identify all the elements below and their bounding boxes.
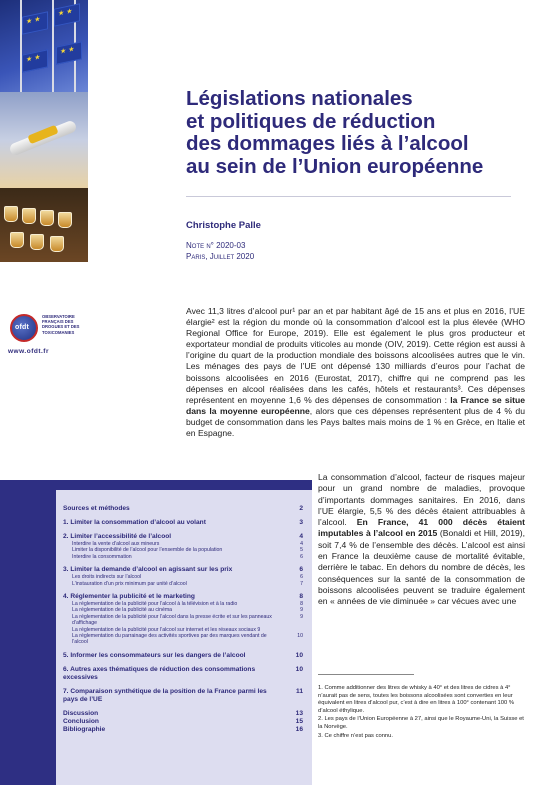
toc-entry-page: 2 [299,505,303,512]
toc-entry-label: 5. Informer les consommateurs sur les dangers de l’alcool [63,651,246,659]
eu-flag-icon [54,3,80,27]
toc-entry-page: 6 [300,574,303,581]
body-text: La consommation d’alcool, facteur de risques majeur pour un grand nombre de maladies, provoque d’importants dommages sanitaires. En 2016, dans l’UE élargie, 5,5 % des décès étaient attribuables à l’alcool. [318,472,525,528]
toc-entry-label: L’instauration d’un prix minimum par unité d’alcool [72,580,187,587]
ofdt-badge-icon [10,314,38,342]
title-line: des dommages liés à l’alcool [186,132,469,155]
toc-entry-label: 7. Comparaison synthétique de la position de la France parmi les pays de l’UE [63,687,267,703]
toc-entry-label: Discussion [63,709,99,717]
title-line: au sein de l’Union européenne [186,154,484,178]
eu-flags-photo [0,0,88,92]
toc-entry-page: 8 [300,601,303,608]
logo-badge-text: ofdt [15,324,30,331]
toc-entry[interactable] [63,666,303,682]
document-title [186,88,536,178]
glass-icon [4,206,18,222]
eu-flag-icon [22,11,48,35]
toc-entry-page: 6 [300,553,303,560]
intro-paragraph [186,306,525,439]
toc-entry-label: Conclusion [63,717,99,725]
toc-entry-label: Interdire la vente d’alcool aux mineurs [72,541,160,547]
glass-icon [58,212,72,228]
glass-icon [22,208,36,224]
eu-flag-icon [56,41,82,65]
toc-entry[interactable] [63,505,303,513]
toc-entry-page: 10 [295,665,303,673]
glass-icon [40,210,54,226]
shot-glasses-photo [0,188,88,262]
logo-text: OBSERVATOIRE FRANÇAIS DES DROGUES ET DES TOXICOMANIES [42,314,80,335]
cover-photo-strip [0,0,88,262]
toc-entry[interactable] [63,710,303,718]
footnote: 3. Ce chiffre n’est pas connu. [318,732,393,739]
toc-entry[interactable] [63,519,303,527]
toc-entry-page: 5 [300,547,303,554]
toc-entry-label: La réglementation de la publicité pour l’alcool dans la presse écrite et sur les panneaux d’affichage [72,613,272,627]
toc-entry-page: 6 [299,566,303,574]
toc-entry-label: Les droits indirects sur l’alcool [72,574,142,581]
toc-entry-label: Interdire la consommation [72,553,132,560]
toc-entry-page: 7 [300,580,303,587]
toc-entry-label: 6. Autres axes thématiques de réduction des consommations excessives [63,665,256,681]
toc-entry-page: 9 [300,613,303,620]
website-url[interactable]: www.ofdt.fr [8,348,50,355]
toc-entry[interactable] [63,566,303,574]
footnote: 2. Les pays de l’Union Européenne à 27, ainsi que le Royaume-Uni, la Suisse et la Norvège. [318,716,524,730]
eu-flag-icon [22,49,48,73]
toc-entry-page: 10 [297,633,303,640]
title-line: et politiques de réduction [186,109,436,133]
toc-entry-page: 4 [299,533,303,540]
note-number: Note n° 2020-03 [186,241,246,250]
author: Christophe Palle [186,220,261,231]
intro-text: Avec 11,3 litres d’alcool pur¹ par an et par habitant âgé de 15 ans et plus en 2016, l’UE élargie² est la région du monde où la consommation d’alcool est la plus élevée (WHO Regional Office for Europe, 2019). Elle est également le plus gros producteur et exportateur mondial de produits viticoles au monde (OIV, 2019). Cette région est aussi à l’origine du quart de la production mondiale des boissons alcoolisées autres que le vin. Les ménages des pays de l’UE ont dépensé 130 milliards d’euros pour l’achat de boissons alcoolisées en 2016 (Eurostat, 2017), chiffre qui ne comprend pas les dépenses en alcool réalisées dans les cafés, hôtels et restaurants³. Ces dépenses représentent en moyenne 1,6 % des dépenses de consommation : [186,306,525,405]
toc-entry-label: La réglementation de la publicité au cinéma [72,607,173,614]
toc-entry-page: 16 [295,725,303,733]
body-paragraph [318,472,525,608]
toc-entry-label: La réglementation de la publicité pour l’alcool à la télévision et à la radio [72,601,238,608]
toc-entry-page: 8 [299,593,303,601]
note-reference [186,241,254,262]
toc-entry-label: Bibliographie [63,725,106,733]
glass-icon [30,234,44,250]
intro-highlight: la France se situe dans la moyenne européenne [186,394,525,416]
toc-subentry[interactable] [63,633,303,646]
table-of-contents [63,499,303,734]
footnote: 1. Comme additionner des litres de whisky à 40° et des litres de cidres à 4° n’aurait pas de sens, toutes les boissons alcoolisées sont converties en leur équivalent en litres d’alcool pur, c’est à dire en litres à 100° contenant 100 % d’alcool éthylique. [318,685,514,714]
toc-entry-page: 13 [295,709,303,717]
toc-entry-page: 3 [299,519,303,526]
toc-entry[interactable] [63,718,303,726]
toc-entry[interactable] [63,652,303,660]
body-text-end: (Bonaldi et Hill, 2019), soit 7,4 % de l’ensemble des décès. L’alcool est ainsi en France la deuxième cause de mortalité évitable, derrière le tabac. En dehors du nombre de décès, les conséquences sur la santé de la consommation de boissons alcoolisées peuvent se traduire également en « années de vie diminuée » car vécues avec une [318,528,526,607]
toc-entry-label: Limiter la disponibilité de l’alcool pour l’ensemble de la population [72,547,223,554]
intro-text-end: , alors que ces dépenses représentent plus de 4 % du budget de consommation dans les Pays baltes mais moins de 1 % en Grèce, en Italie et en Espagne. [186,405,525,439]
toc-entry-label: 4. Réglementer la publicité et le marketing [63,593,195,601]
toc-entry-page: 15 [295,717,303,725]
toc-entry[interactable] [63,593,303,601]
glass-icon [50,236,64,252]
toc-subentry[interactable] [63,614,303,627]
toc-entry[interactable] [63,688,303,704]
body-highlight: En France, 41 000 décès étaient imputables à l’alcool en 2015 [318,517,525,539]
toc-entry[interactable] [63,533,303,541]
title-line: Législations nationales [186,87,413,110]
toc-entry[interactable] [63,726,303,734]
note-place-date: Paris, Juillet 2020 [186,251,255,261]
glass-icon [10,232,24,248]
toc-entry-page: 9 [300,607,303,614]
title-divider [186,196,511,197]
toc-entry-label: Sources et méthodes [63,505,130,512]
toc-entry-page: 11 [296,687,303,695]
toc-entry-page: 10 [295,651,303,659]
toc-entry-label: 1. Limiter la consommation d’alcool au volant [63,519,206,526]
toc-subentry[interactable] [63,581,303,587]
toc-entry-label: La réglementation de la publicité pour l’alcool sur internet et les réseaux sociaux 9 [72,626,261,633]
toc-entry-label: 3. Limiter la demande d’alcool en agissant sur les prix [63,566,233,574]
toc-entry-label: La réglementation du parrainage des activités sportives par des marques vendant de l’alcool [72,633,267,646]
toc-entry-page: 4 [300,541,303,547]
toc-entry-label: 2. Limiter l’accessibilité de l’alcool [63,533,172,540]
footnotes [318,685,526,741]
footnote-divider [318,674,414,675]
toc-subentry[interactable] [63,554,303,560]
